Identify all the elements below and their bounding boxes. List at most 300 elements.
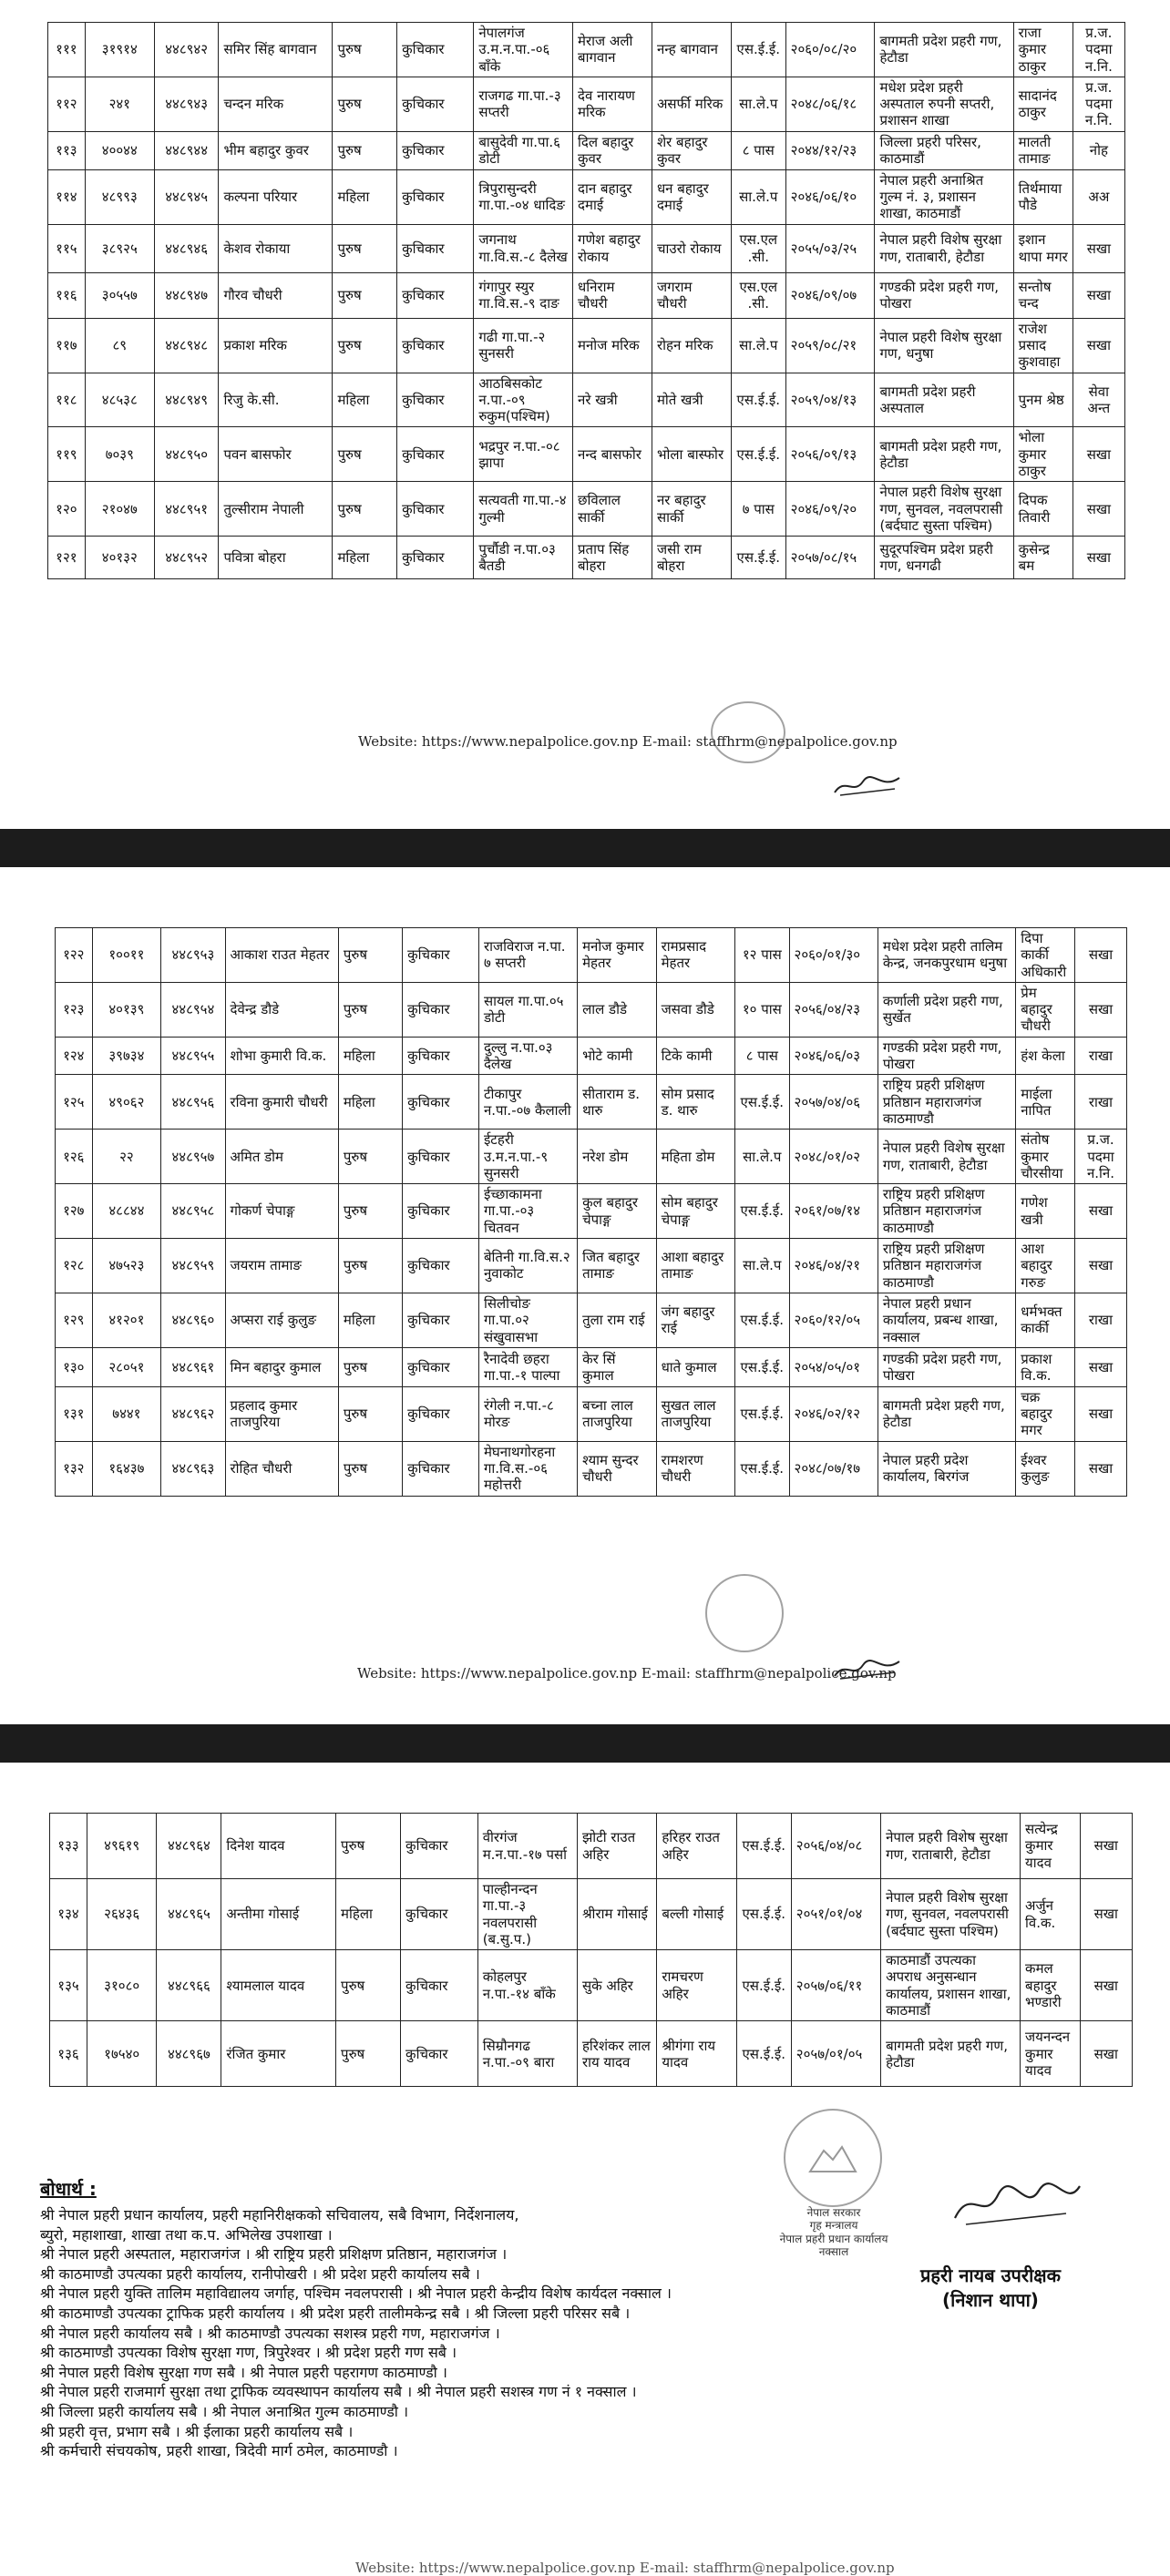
table-cell: नेपाल प्रहरी विशेष सुरक्षा गण, सुनवल, नवलपरासी (बर्दघाट सुस्ता पश्चिम) — [875, 482, 1013, 537]
table-cell: २०५५/०३/२५ — [785, 224, 875, 272]
table-cell: अमित डोम — [225, 1130, 338, 1184]
table-cell: एस.ई.ई. — [736, 1879, 791, 1950]
table-cell: हरिशंकर लाल राय यादव — [577, 2021, 656, 2087]
table-cell: दिपा कार्की अधिकारी — [1016, 928, 1075, 983]
table-cell: राष्ट्रिय प्रहरी प्रशिक्षण प्रतिष्ठान महाराजगंज काठमाण्डौ — [878, 1075, 1015, 1130]
table-row — [48, 224, 1125, 272]
table-cell: मधेश प्रदेश प्रहरी तालिम केन्द्र, जनकपुरधाम धनुषा — [878, 928, 1015, 983]
table-cell: पुर्चौडी न.पा.०३ बैतडी — [474, 537, 573, 579]
table-cell: ११३ — [48, 131, 86, 169]
table-cell: पुरुष — [338, 1441, 402, 1496]
table-cell: १० पास — [735, 982, 789, 1037]
table-cell: तिर्थमाया पौडे — [1013, 169, 1072, 224]
table-cell: राखा — [1075, 1037, 1127, 1075]
page-separator-1 — [0, 829, 1170, 867]
table-cell: रैनादेवी छहरा गा.पा.-१ पाल्पा — [478, 1347, 577, 1386]
table-cell: सखा — [1075, 1386, 1127, 1441]
table-cell: प्रेम बहादुर चौधरी — [1016, 982, 1075, 1037]
table-cell: १२६ — [56, 1130, 93, 1184]
table-row — [48, 169, 1125, 224]
table-cell: १२ पास — [735, 928, 789, 983]
table-cell: १३० — [56, 1347, 93, 1386]
table-cell: केर सिं कुमाल — [578, 1347, 657, 1386]
table-cell: सखा — [1072, 427, 1124, 482]
table-cell: २०४६/०९/२० — [785, 482, 875, 537]
table-cell: मेराज अली बागवान — [573, 23, 652, 77]
table-cell: रिजु के.सी. — [219, 373, 333, 427]
table-cell: जिल्ला प्रहरी परिसर, काठमाडौं — [875, 131, 1013, 169]
table-cell: २०६०/१२/०५ — [789, 1293, 878, 1347]
table-cell: एस.ई.ई. — [735, 1441, 789, 1496]
office-seal-stamp — [705, 1574, 784, 1652]
table-cell: ७०३९ — [85, 427, 154, 482]
table-cell: दिनेश यादव — [221, 1814, 336, 1879]
table-cell: पुनम श्रेष्ठ — [1013, 373, 1072, 427]
table-cell: कुचिकार — [403, 1386, 479, 1441]
table-cell: सखा — [1072, 272, 1124, 318]
table-cell: गण्डकी प्रदेश प्रहरी गण, पोखरा — [875, 272, 1013, 318]
document-page-1 — [0, 0, 1170, 779]
table-cell: पुरुष — [338, 1347, 402, 1386]
table-cell: नेपाल प्रहरी विशेष सुरक्षा गण, धनुषा — [875, 318, 1013, 373]
table-cell: तुल्सीराम नेपाली — [219, 482, 333, 537]
table-cell: ४४८९५३ — [161, 928, 225, 983]
table-cell: बागमती प्रदेश प्रहरी अस्पताल — [875, 373, 1013, 427]
table-cell: सखा — [1080, 1950, 1132, 2021]
table-cell: प्रकाश मरिक — [219, 318, 333, 373]
table-cell: प्रकाश वि.क. — [1016, 1347, 1075, 1386]
table-cell: ४४८९६० — [161, 1293, 225, 1347]
table-row — [56, 928, 1127, 983]
table-cell: कुचिकार — [397, 169, 474, 224]
distribution-line: श्री नेपाल प्रहरी प्रधान कार्यालय, प्रहरी महानिरीक्षकको सचिवालय, सबै विभाग, निर्देशनालय, — [40, 2206, 519, 2223]
table-cell: दान बहादुर दमाई — [573, 169, 652, 224]
table-cell: १२५ — [56, 1075, 93, 1130]
table-cell: २०५१/०१/०४ — [791, 1879, 880, 1950]
table-cell: ८ पास — [731, 131, 785, 169]
table-cell: सेवा अन्त — [1072, 373, 1124, 427]
table-cell: ३९७३४ — [92, 1037, 161, 1075]
table-cell: बागमती प्रदेश प्रहरी गण, हेटौडा — [875, 23, 1013, 77]
table-cell: ईश्वर कुलुङ — [1016, 1441, 1075, 1496]
table-cell: रामशरण चौधरी — [656, 1441, 735, 1496]
table-cell: ३१०८० — [87, 1950, 156, 2021]
table-row — [56, 1293, 1127, 1347]
table-cell: एस.ई.ई. — [731, 23, 785, 77]
table-row — [48, 537, 1125, 579]
table-cell: एस.एल .सी. — [731, 224, 785, 272]
officer-signature — [948, 2177, 1084, 2232]
table-cell: मिन बहादुर कुमाल — [225, 1347, 338, 1386]
table-cell: गोकर्ण चेपाङ्ग — [225, 1184, 338, 1239]
table-cell: महिता डोम — [656, 1130, 735, 1184]
table-cell: पुरुष — [333, 318, 397, 373]
table-cell: झोटी राउत अहिर — [577, 1814, 656, 1879]
table-cell: पुरुष — [336, 2021, 401, 2087]
table-cell: ४४८९४४ — [154, 131, 219, 169]
table-cell: गढी गा.पा.-२ सुनसरी — [474, 318, 573, 373]
table-cell: १३३ — [50, 1814, 87, 1879]
distribution-line: श्री नेपाल प्रहरी युक्ति तालिम महाविद्यालय जर्गाह, पश्चिम नवलपरासी । श्री नेपाल प्रहरी केन्द्रीय विशेष कार्यदल नक्साल । — [40, 2285, 672, 2303]
table-cell: सखा — [1075, 1347, 1127, 1386]
table-cell: नन्द बासफोर — [573, 427, 652, 482]
table-cell: १६४३७ — [92, 1441, 161, 1496]
table-cell: २०४६/०४/२१ — [789, 1239, 878, 1293]
table-cell: धनिराम चौधरी — [573, 272, 652, 318]
table-cell: एस.एल .सी. — [731, 272, 785, 318]
table-cell: पुरुष — [338, 1130, 402, 1184]
distribution-list — [40, 2177, 787, 2461]
table-cell: ४४८९५९ — [161, 1239, 225, 1293]
table-cell: ११९ — [48, 427, 86, 482]
table-cell: सुके अहिर — [577, 1950, 656, 2021]
table-cell: एस.ई.ई. — [735, 1184, 789, 1239]
table-cell: ४४८९६५ — [157, 1879, 221, 1950]
table-cell: पुरुष — [338, 1239, 402, 1293]
table-cell: पुरुष — [338, 928, 402, 983]
table-cell: ४४८९४९ — [154, 373, 219, 427]
page-separator-2 — [0, 1724, 1170, 1763]
table-cell: भोटे कामी — [578, 1037, 657, 1075]
table-cell: २०४८/०६/१८ — [785, 77, 875, 131]
distribution-line: श्री नेपाल प्रहरी राजमार्ग सुरक्षा तथा ट्राफिक व्यवस्थापन कार्यालय सबै । श्री नेपाल प्रहरी सशस्त्र गण नं १ नक्साल । — [40, 2383, 637, 2401]
table-cell: कल्पना परियार — [219, 169, 333, 224]
seal-caption — [747, 2206, 920, 2259]
table-cell: महिला — [338, 1075, 402, 1130]
table-cell: गणेश बहादुर रोकाय — [573, 224, 652, 272]
office-seal-stamp — [784, 2109, 882, 2207]
table-cell: कुचिकार — [397, 373, 474, 427]
table-cell: २०५९/०८/२१ — [785, 318, 875, 373]
table-cell: ४४८९५८ — [161, 1184, 225, 1239]
table-cell: एस.ई.ई. — [736, 1814, 791, 1879]
table-cell: २०६०/०८/२० — [785, 23, 875, 77]
table-cell: नेपाल प्रहरी प्रदेश कार्यालय, बिरगंज — [878, 1441, 1015, 1496]
table-row — [48, 131, 1125, 169]
table-cell: २०४४/१२/२३ — [785, 131, 875, 169]
table-cell: पुरुष — [338, 1184, 402, 1239]
table-cell: ४४८९४३ — [154, 77, 219, 131]
table-cell: कुल बहादुर चेपाङ्ग — [578, 1184, 657, 1239]
table-cell: पुरुष — [333, 77, 397, 131]
table-cell: २०५७/०४/०६ — [789, 1075, 878, 1130]
table-cell: माईला नापित — [1016, 1075, 1075, 1130]
seal-line-1: नेपाल सरकार — [806, 2206, 861, 2219]
table-cell: तुला राम राई — [578, 1293, 657, 1347]
table-cell: एस.ई.ई. — [731, 427, 785, 482]
table-cell: जगराम चौधरी — [652, 272, 731, 318]
table-cell: बागमती प्रदेश प्रहरी गण, हेटौडा — [881, 2021, 1021, 2087]
table-cell: रामप्रसाद मेहतर — [656, 928, 735, 983]
table-cell: कुचिकार — [401, 1950, 478, 2021]
table-cell: कुचिकार — [397, 482, 474, 537]
table-cell: गण्डकी प्रदेश प्रहरी गण, पोखरा — [878, 1037, 1015, 1075]
table-cell: १७५४० — [87, 2021, 156, 2087]
table-cell: १११ — [48, 23, 86, 77]
table-cell: १२० — [48, 482, 86, 537]
table-cell: सखा — [1075, 1441, 1127, 1496]
distribution-line: श्री जिल्ला प्रहरी कार्यालय सबै । श्री नेपाल अनाश्रित गुल्म काठमाण्डौ । — [40, 2402, 409, 2420]
table-cell: ३०५५७ — [85, 272, 154, 318]
office-seal-stamp — [711, 701, 785, 763]
table-cell: ४०१३२ — [85, 537, 154, 579]
table-cell: भद्रपुर न.पा.-०८ झापा — [474, 427, 573, 482]
table-cell: काठमाडौं उपत्यका अपराध अनुसन्धान कार्यालय, प्रशासन शाखा, काठमाडौं — [881, 1950, 1021, 2021]
table-cell: समिर सिंह बागवान — [219, 23, 333, 77]
table-cell: ईच्छाकामना गा.पा.-०३ चितवन — [478, 1184, 577, 1239]
table-cell: ४४८९४५ — [154, 169, 219, 224]
table-row — [48, 482, 1125, 537]
table-cell: धाते कुमाल — [656, 1347, 735, 1386]
table-cell: दिपक तिवारी — [1013, 482, 1072, 537]
table-cell: एस.ई.ई. — [731, 373, 785, 427]
table-cell: एस.ई.ई. — [731, 537, 785, 579]
table-cell: पुरुष — [333, 224, 397, 272]
table-cell: नेपाल प्रहरी विशेष सुरक्षा गण, राताबारी, हेटौडा — [875, 224, 1013, 272]
seal-line-2: गृह मन्त्रालय — [809, 2219, 858, 2233]
table-row — [56, 1075, 1127, 1130]
table-cell: पुरुष — [333, 482, 397, 537]
table-row — [56, 1386, 1127, 1441]
table-cell: ३१९१४ — [85, 23, 154, 77]
table-cell: सादानंद ठाकुर — [1013, 77, 1072, 131]
table-cell: अप्सरा राई कुलुङ — [225, 1293, 338, 1347]
table-cell: आकाश राउत मेहतर — [225, 928, 338, 983]
table-cell: ४४८९५७ — [161, 1130, 225, 1184]
table-cell: नन्ह बागवान — [652, 23, 731, 77]
table-cell: नर बहादुर सार्की — [652, 482, 731, 537]
table-cell: आशा बहादुर तामाङ — [656, 1239, 735, 1293]
table-cell: सोम प्रसाद ड. थारु — [656, 1075, 735, 1130]
table-cell: मनोज कुमार मेहतर — [578, 928, 657, 983]
table-cell: ४८९९३ — [85, 169, 154, 224]
table-row — [56, 1239, 1127, 1293]
table-cell: श्याम सुन्दर चौधरी — [578, 1441, 657, 1496]
table-cell: पुरुष — [336, 1950, 401, 2021]
table-cell: कर्णाली प्रदेश प्रहरी गण, सुर्खेत — [878, 982, 1015, 1037]
table-cell: ८ पास — [735, 1037, 789, 1075]
table-cell: सोम बहादुर चेपाङ्ग — [656, 1184, 735, 1239]
table-cell: आठबिसकोट न.पा.-०९ रुकुम(पश्चिम) — [474, 373, 573, 427]
table-cell: सखा — [1072, 224, 1124, 272]
table-cell: कुचिकार — [397, 272, 474, 318]
table-cell: ७४४१ — [92, 1386, 161, 1441]
table-cell: सा.ले.प — [731, 318, 785, 373]
seal-line-3: नेपाल प्रहरी प्रधान कार्यालय — [779, 2232, 888, 2245]
table-row — [56, 1184, 1127, 1239]
table-cell: ४४८९४६ — [154, 224, 219, 272]
table-cell: २०४६/०६/०३ — [789, 1037, 878, 1075]
table-row — [50, 2021, 1133, 2087]
table-cell: २०६०/०१/३० — [789, 928, 878, 983]
table-cell: राष्ट्रिय प्रहरी प्रशिक्षण प्रतिष्ठान महाराजगंज काठमाण्डौ — [878, 1239, 1015, 1293]
table-cell: कुचिकार — [397, 131, 474, 169]
table-cell: नोह — [1072, 131, 1124, 169]
table-cell: सुदूरपश्चिम प्रदेश प्रहरी गण, धनगढी — [875, 537, 1013, 579]
table-cell: ४४८९५२ — [154, 537, 219, 579]
table-cell: सखा — [1080, 1814, 1132, 1879]
table-cell: २८०५१ — [92, 1347, 161, 1386]
table-cell: सा.ले.प — [731, 169, 785, 224]
table-cell: सन्तोष चन्द — [1013, 272, 1072, 318]
table-cell: कुचिकार — [397, 224, 474, 272]
table-cell: ७ पास — [731, 482, 785, 537]
signatory-title: प्रहरी नायब उपरीक्षक — [920, 2264, 1061, 2286]
signature-block — [920, 2264, 1061, 2313]
table-cell: ४४८९४८ — [154, 318, 219, 373]
distribution-line: श्री नेपाल प्रहरी कार्यालय सबै । श्री काठमाण्डौ उपत्यका सशस्त्र प्रहरी गण, महाराजगंज । — [40, 2324, 500, 2342]
table-cell: सखा — [1072, 482, 1124, 537]
table-cell: सखा — [1075, 928, 1127, 983]
table-cell: १२१ — [48, 537, 86, 579]
table-cell: ४४८९५५ — [161, 1037, 225, 1075]
table-cell: २०५६/०९/१३ — [785, 427, 875, 482]
table-cell: सिलीचोङ गा.पा.०२ संखुवासभा — [478, 1293, 577, 1347]
personnel-table-page-1 — [47, 22, 1125, 579]
table-cell: ४४८९६३ — [161, 1441, 225, 1496]
table-cell: दुल्लु न.पा.०३ दैलेख — [478, 1037, 577, 1075]
table-cell: महिला — [333, 373, 397, 427]
table-cell: ४४८९५० — [154, 427, 219, 482]
table-cell: भोला कुमार ठाकुर — [1013, 427, 1072, 482]
table-cell: कुचिकार — [403, 928, 479, 983]
table-cell: अर्जुन वि.क. — [1021, 1879, 1081, 1950]
table-cell: कोहलपुर न.पा.-१४ बाँके — [477, 1950, 577, 2021]
table-cell: कुचिकार — [403, 982, 479, 1037]
page-2-website-line: Website: https://www.nepalpolice.gov.np E-mail: staffhrm@nepalpolice.gov.np — [357, 1665, 897, 1682]
distribution-line: श्री काठमाण्डौ उपत्यका प्रहरी कार्यालय, रानीपोखरी । श्री प्रदेश प्रहरी कार्यालय सबै । — [40, 2264, 480, 2283]
table-cell: पुरुष — [338, 982, 402, 1037]
table-cell: १२४ — [56, 1037, 93, 1075]
distribution-heading: बोधार्थ : — [40, 2178, 97, 2200]
table-cell: टिके कामी — [656, 1037, 735, 1075]
table-cell: सखा — [1075, 1184, 1127, 1239]
personnel-table-page-2 — [55, 927, 1127, 1497]
document-page-2 — [0, 902, 1170, 1712]
table-cell: पवन बासफोर — [219, 427, 333, 482]
table-cell: रोहित चौधरी — [225, 1441, 338, 1496]
table-cell: सखा — [1072, 318, 1124, 373]
table-row — [56, 982, 1127, 1037]
table-cell: नेपाल प्रहरी प्रधान कार्यालय, प्रबन्ध शाखा, नक्साल — [878, 1293, 1015, 1347]
table-cell: रोहन मरिक — [652, 318, 731, 373]
distribution-line: श्री काठमाण्डौ उपत्यका विशेष सुरक्षा गण, त्रिपुरेश्वर । श्री प्रदेश प्रहरी गण सबै । — [40, 2344, 457, 2362]
table-cell: मधेश प्रदेश प्रहरी अस्पताल रुपनी सप्तरी, प्रशासन शाखा — [875, 77, 1013, 131]
table-cell: ४८५३८ — [85, 373, 154, 427]
table-cell: प्र.ज. पदमा न.नि. — [1072, 77, 1124, 131]
table-cell: सा.ले.प — [735, 1130, 789, 1184]
table-cell: राष्ट्रिय प्रहरी प्रशिक्षण प्रतिष्ठान महाराजगंज काठमाण्डौ — [878, 1184, 1015, 1239]
table-cell: १३१ — [56, 1386, 93, 1441]
table-cell: बच्ना लाल ताजपुरिया — [578, 1386, 657, 1441]
table-row — [48, 318, 1125, 373]
table-row — [56, 1130, 1127, 1184]
table-cell: ४१२०१ — [92, 1293, 161, 1347]
table-cell: २०५७/०८/१५ — [785, 537, 875, 579]
table-cell: ८९ — [85, 318, 154, 373]
table-cell: जसवा डौडे — [656, 982, 735, 1037]
table-cell: राजगढ गा.पा.-३ सप्तरी — [474, 77, 573, 131]
table-cell: ११७ — [48, 318, 86, 373]
table-cell: कुचिकार — [403, 1184, 479, 1239]
table-cell: पाल्हीनन्दन गा.पा.-३ नवलपरासी (ब.सु.प.) — [477, 1879, 577, 1950]
table-cell: एस.ई.ई. — [735, 1386, 789, 1441]
table-cell: २०४६/०६/१० — [785, 169, 875, 224]
table-cell: आश बहादुर गरुङ — [1016, 1239, 1075, 1293]
table-cell: सखा — [1080, 1879, 1132, 1950]
table-cell: महिला — [333, 537, 397, 579]
table-cell: अन्तीमा गोसाई — [221, 1879, 336, 1950]
table-cell: राजा कुमार ठाकुर — [1013, 23, 1072, 77]
distribution-line: श्री नेपाल प्रहरी विशेष सुरक्षा गण सबै । श्री नेपाल प्रहरी पहरागण काठमाण्डौ । — [40, 2363, 447, 2381]
table-cell: कुचिकार — [403, 1239, 479, 1293]
table-cell: ४४८९६२ — [161, 1386, 225, 1441]
table-cell: हरिहर राउत अहिर — [657, 1814, 736, 1879]
table-cell: चक्र बहादुर मगर — [1016, 1386, 1075, 1441]
table-cell: वीरगंज म.न.पा.-१७ पर्सा — [477, 1814, 577, 1879]
table-cell: जयराम तामाङ — [225, 1239, 338, 1293]
table-cell: ४९०६२ — [92, 1075, 161, 1130]
table-cell: महिला — [336, 1879, 401, 1950]
table-cell: इशान थापा मगर — [1013, 224, 1072, 272]
table-cell: ११५ — [48, 224, 86, 272]
table-cell: ११८ — [48, 373, 86, 427]
table-cell: शोभा कुमारी वि.क. — [225, 1037, 338, 1075]
table-cell: प्रताप सिंह बोहरा — [573, 537, 652, 579]
table-cell: बेतिनी गा.वि.स.२ नुवाकोट — [478, 1239, 577, 1293]
table-cell: २०५७/०१/०५ — [791, 2021, 880, 2087]
table-cell: एस.ई.ई. — [736, 2021, 791, 2087]
table-cell: २०४८/०७/१७ — [789, 1441, 878, 1496]
personnel-table-page-3 — [49, 1813, 1133, 2087]
table-cell: सीताराम ड. थारु — [578, 1075, 657, 1130]
table-row — [48, 23, 1125, 77]
table-cell: बासुदेवी गा.पा.६ डोटी — [474, 131, 573, 169]
table-cell: जयनन्दन कुमार यादव — [1021, 2021, 1081, 2087]
table-row — [48, 272, 1125, 318]
table-cell: श्रीराम गोसाई — [577, 1879, 656, 1950]
table-cell: २०५९/०४/१३ — [785, 373, 875, 427]
table-cell: राखा — [1075, 1075, 1127, 1130]
distribution-line: श्री नेपाल प्रहरी अस्पताल, महाराजगंज । श्री राष्ट्रिय प्रहरी प्रशिक्षण प्रतिष्ठान, महाराजगंज । — [40, 2245, 508, 2264]
table-cell: रंजित कुमार — [221, 2021, 336, 2087]
table-cell: पुरुष — [333, 131, 397, 169]
table-cell: जंग बहादुर राई — [656, 1293, 735, 1347]
table-cell: बल्ली गोसाई — [657, 1879, 736, 1950]
table-cell: २२ — [92, 1130, 161, 1184]
page-1-website-line: Website: https://www.nepalpolice.gov.np E-mail: staffhrm@nepalpolice.gov.np — [358, 733, 898, 750]
table-cell: सखा — [1075, 1239, 1127, 1293]
table-cell: ४७५२३ — [92, 1239, 161, 1293]
table-cell: १२३ — [56, 982, 93, 1037]
table-cell: २०६१/०७/१४ — [789, 1184, 878, 1239]
table-cell: राजविराज न.पा. ७ सप्तरी — [478, 928, 577, 983]
table-cell: बागमती प्रदेश प्रहरी गण, हेटौडा — [875, 427, 1013, 482]
table-cell: कुचिकार — [397, 537, 474, 579]
table-cell: ११२ — [48, 77, 86, 131]
table-cell: २४१ — [85, 77, 154, 131]
table-cell: नरे खत्री — [573, 373, 652, 427]
table-cell: असर्फी मरिक — [652, 77, 731, 131]
table-cell: पुरुष — [333, 427, 397, 482]
distribution-line: श्री कर्मचारी संचयकोष, प्रहरी शाखा, त्रिदेवी मार्ग ठमेल, काठमाण्डौ । — [40, 2442, 398, 2460]
table-cell: २०४६/०२/१२ — [789, 1386, 878, 1441]
table-cell: कुचिकार — [403, 1075, 479, 1130]
table-cell: सखा — [1080, 2021, 1132, 2087]
table-cell: एस.ई.ई. — [735, 1075, 789, 1130]
table-cell: एस.ई.ई. — [735, 1293, 789, 1347]
table-cell: एस.ई.ई. — [736, 1950, 791, 2021]
